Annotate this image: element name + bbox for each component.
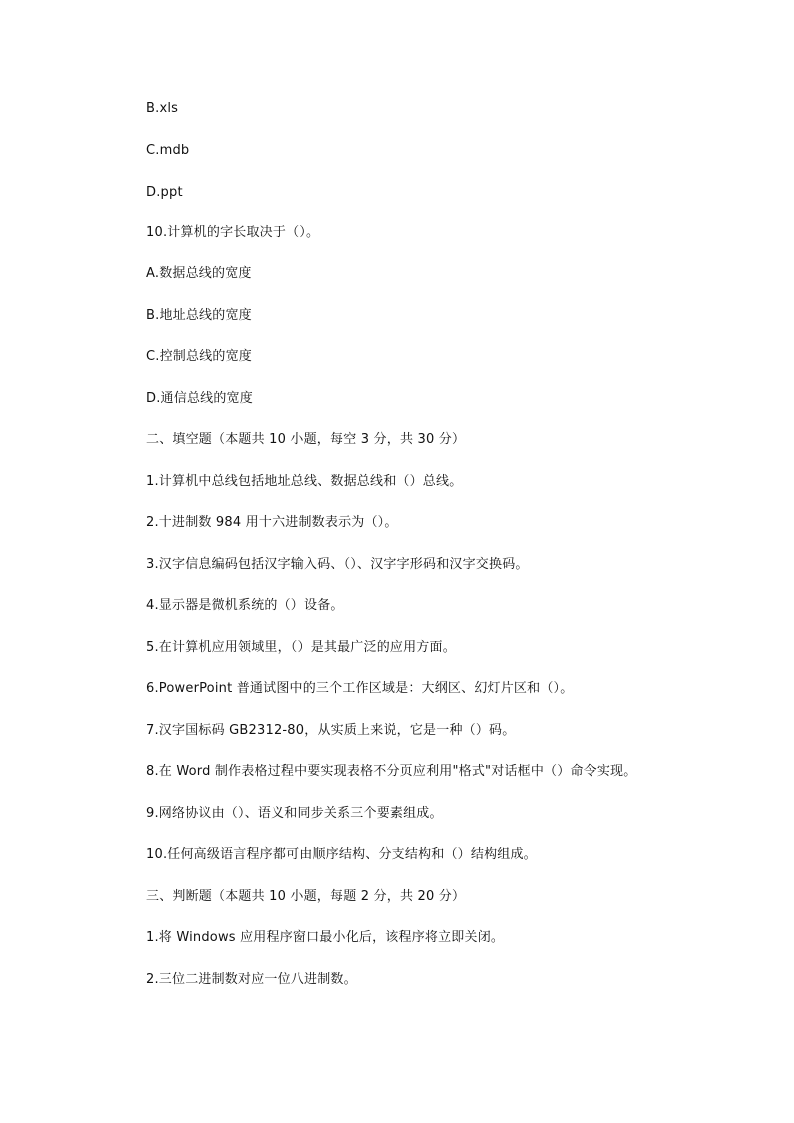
- fill-question-5: 5.在计算机应用领域里，（）是其最广泛的应用方面。: [146, 640, 456, 655]
- option-b-xls: B.xls: [146, 101, 179, 116]
- fill-question-1: 1.计算机中总线包括地址总线、数据总线和（）总线。: [146, 474, 463, 489]
- section-heading-fill-in: 二、填空题（本题共 10 小题，每空 3 分，共 30 分）: [146, 432, 466, 447]
- fill-question-9: 9.网络协议由（）、语义和同步关系三个要素组成。: [146, 806, 443, 821]
- option-d-ppt: D.ppt: [146, 185, 183, 200]
- option-b-address-bus: B.地址总线的宽度: [146, 308, 252, 323]
- fill-question-8: 8.在 Word 制作表格过程中要实现表格不分页应利用"格式"对话框中（）命令实现。: [146, 764, 637, 779]
- fill-question-6: 6.PowerPoint 普通试图中的三个工作区域是：大纲区、幻灯片区和（）。: [146, 681, 574, 696]
- fill-question-4: 4.显示器是微机系统的（）设备。: [146, 598, 344, 613]
- option-d-comm-bus: D.通信总线的宽度: [146, 391, 253, 406]
- option-a-data-bus: A.数据总线的宽度: [146, 266, 252, 281]
- option-c-control-bus: C.控制总线的宽度: [146, 349, 253, 364]
- section-heading-true-false: 三、判断题（本题共 10 小题，每题 2 分，共 20 分）: [146, 889, 466, 904]
- judge-question-1: 1.将 Windows 应用程序窗口最小化后，该程序将立即关闭。: [146, 930, 505, 945]
- question-10-choice: 10.计算机的字长取决于（）。: [146, 225, 320, 240]
- fill-question-7: 7.汉字国标码 GB2312-80，从实质上来说，它是一种（）码。: [146, 723, 516, 738]
- fill-question-10: 10.任何高级语言程序都可由顺序结构、分支结构和（）结构组成。: [146, 847, 537, 862]
- fill-question-3: 3.汉字信息编码包括汉字输入码、（）、汉字字形码和汉字交换码。: [146, 557, 529, 572]
- judge-question-2: 2.三位二进制数对应一位八进制数。: [146, 972, 357, 987]
- fill-question-2: 2.十进制数 984 用十六进制数表示为（）。: [146, 515, 398, 530]
- option-c-mdb: C.mdb: [146, 143, 190, 158]
